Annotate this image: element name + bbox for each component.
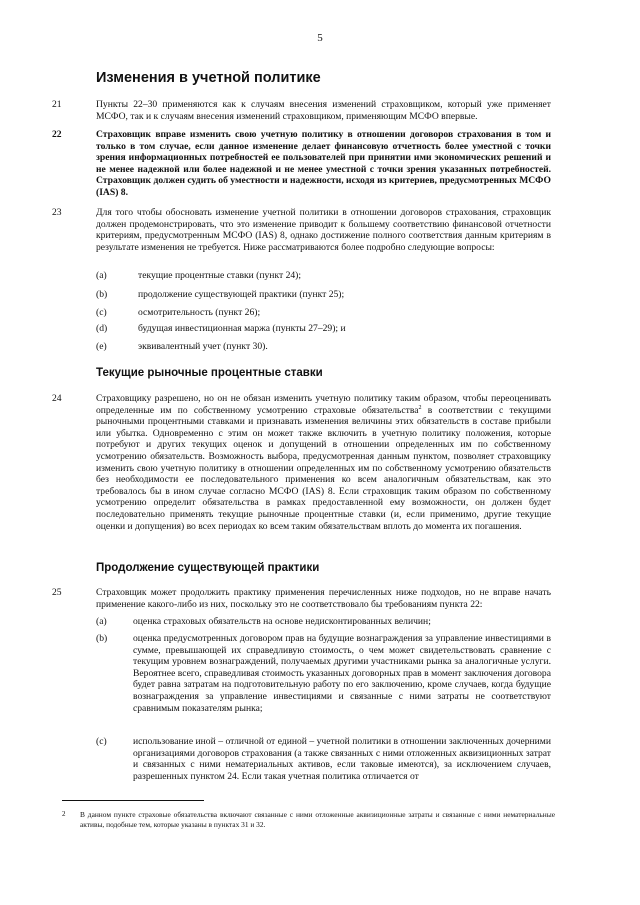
list-label: (b)	[96, 289, 108, 300]
list-item: продолжение существующей практики (пункт 25);	[138, 289, 345, 300]
paragraph-24-text-a: Страховщику разрешено, но он не обязан изменить учетную политику таким образом, чтобы переоценивать определенные им по собственному усмотрению страховые обязательства	[96, 393, 551, 416]
list-item: оценка страховых обязательств на основе недисконтированных величин;	[133, 616, 431, 627]
section-heading-current-rates: Текущие рыночные процентные ставки	[96, 367, 323, 379]
list-item: осмотрительность (пункт 26);	[138, 307, 261, 318]
paragraph-number-23: 23	[52, 207, 62, 218]
paragraph-number-25: 25	[52, 587, 62, 598]
list-item: использование иной – отличной от единой – учетной политики в отношении заключенных дочерними организациями договоров страхования (а также связанных с ними отложенных аквизиционных затрат и связанных с ними нематериальных активов, если таковые имеются), за исключением случаев, разрешенных пунктом 24. Если такая учетная политика отличается от	[133, 736, 551, 782]
footnote-mark: 2	[62, 810, 66, 818]
list-label: (c)	[96, 736, 107, 747]
list-label: (e)	[96, 341, 107, 352]
section-heading-existing-practice: Продолжение существующей практики	[96, 562, 320, 574]
list-label: (b)	[96, 633, 108, 644]
paragraph-25: Страховщик может продолжить практику применения перечисленных ниже подходов, но не вправе начать применение какого-либо из них, поскольку это не соответствовало бы требованиям пункта 22:	[96, 587, 551, 610]
list-label: (a)	[96, 270, 107, 281]
paragraph-24-text-b: в соответствии с текущими рыночными процентными ставками и признавать изменения величины этих обязательств в составе прибыли или убытка. Одновременно с этим он может также включить в учетную политику положения, которые потребуют и других текущих оценок и допущений в отношении определенных им по собственному усмотрению обязательств. Возможность выбора, предусмотренная данным пунктом, позволяет страховщику изменить свою учетную политику в отношении определенных им по собственному усмотрению обязательств без необходимости ее последовательного применения ко всем аналогичным обязательствам, как это требовалось бы в ином случае согласно МСФО (IAS) 8. Если страховщик таким образом по собственному усмотрению определит обязательства в рамках предоставленной ему возможности, он должен будет последовательно применять текущие рыночные процентные ставки (и, если применимо, другие текущие оценки и допущения) во всех периодах ко всем таким обязательствам вплоть до момента их погашения.	[96, 404, 551, 532]
list-label: (d)	[96, 323, 108, 334]
paragraph-23: Для того чтобы обосновать изменение учетной политики в отношении договоров страхования, страховщик должен продемонстрировать, что это изменение приводит к большему соответствию финансовой отчетности критериям, предусмотренным МСФО (IAS) 8, однако достижение полного соответствия данным критериям в результате изменения не требуется. Ниже рассматриваются более подробно следующие вопросы:	[96, 207, 551, 253]
footnote-divider	[62, 800, 204, 801]
list-item: текущие процентные ставки (пункт 24);	[138, 270, 302, 281]
paragraph-number-24: 24	[52, 393, 62, 404]
list-label: (a)	[96, 616, 107, 627]
paragraph-number-21: 21	[52, 99, 62, 110]
paragraph-22: Страховщик вправе изменить свою учетную политику в отношении договоров страхования в том и только в том случае, если данное изменение делает финансовую отчетность более уместной с точки зрения информационных потребностей ее пользователей при принятии ими экономических решений и не менее надежной или более надежной и не менее уместной с точки зрения указанных потребностей. Страховщик должен судить об уместности и надежности, исходя из критериев, предусмотренных МСФО (IAS) 8.	[96, 129, 551, 198]
section-heading-accounting-policy-changes: Изменения в учетной политике	[96, 70, 321, 86]
list-item: эквивалентный учет (пункт 30).	[138, 341, 268, 352]
paragraph-number-22: 22	[52, 129, 62, 140]
footnote-reference: 2	[418, 404, 422, 411]
page-number: 5	[317, 32, 323, 44]
list-label: (c)	[96, 307, 107, 318]
list-item: оценка предусмотренных договором прав на будущие вознаграждения за управление инвестициями в сумме, превышающей их справедливую стоимость, о чем может свидетельствовать сравнение с текущим уровнем вознаграждений, получаемых другими участниками рынка за аналогичные услуги. Вероятнее всего, справедливая стоимость указанных договорных прав в момент заключения договора будет равна затратам на подготовительную работу по его заключению, кроме случаев, когда будущие вознаграждения за управление инвестициями и связанные с ними затраты не соответствуют сравнимым показателям рынка;	[133, 633, 551, 714]
paragraph-21: Пункты 22–30 применяются как к случаям внесения изменений страховщиком, который уже применяет МСФО, так и к случаям внесения изменений страховщиком, применяющим МСФО впервые.	[96, 99, 551, 122]
footnote-text: В данном пункте страховые обязательства включают связанные с ними отложенные аквизиционные затраты и связанные с ними нематериальные активы, подобные тем, которые указаны в пунктах 31 и 32.	[80, 810, 555, 829]
paragraph-24	[96, 393, 551, 532]
list-item: будущая инвестиционная маржа (пункты 27–29); и	[138, 323, 346, 334]
